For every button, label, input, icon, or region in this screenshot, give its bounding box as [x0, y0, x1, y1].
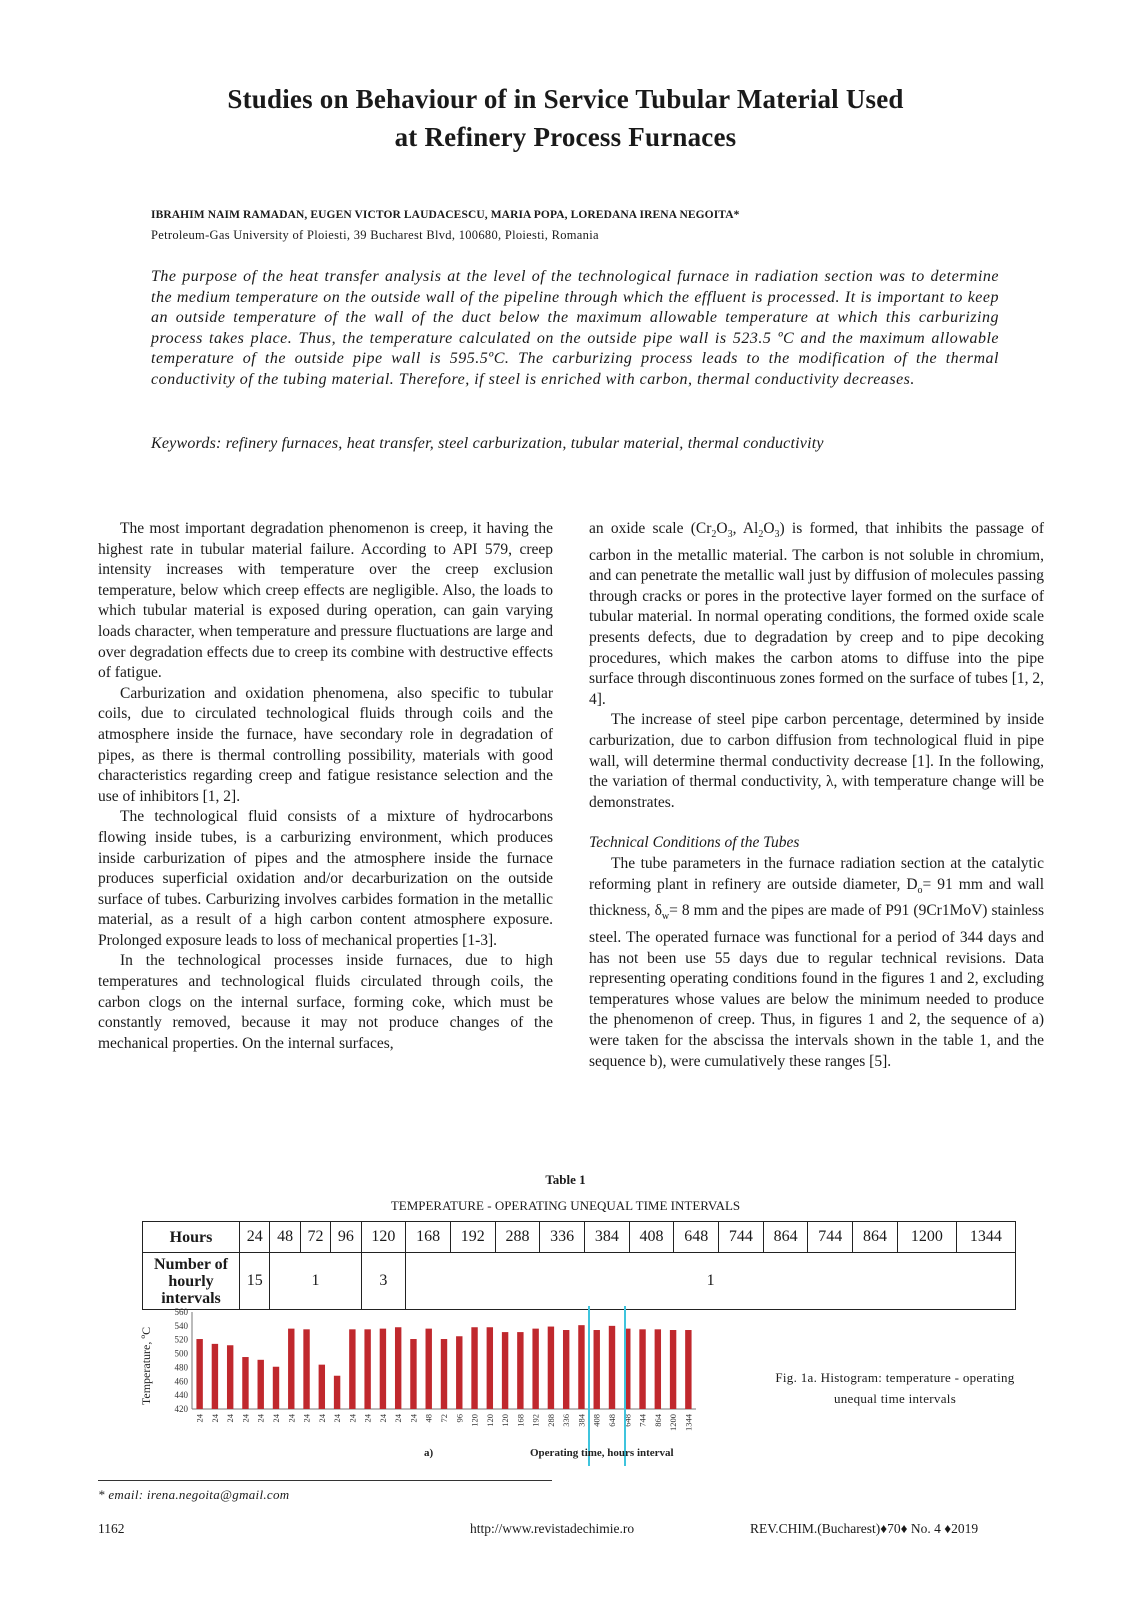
- histogram-bar: [655, 1329, 661, 1409]
- hours-cell: 1200: [897, 1222, 956, 1253]
- x-axis-label: Operating time, hours interval: [530, 1447, 674, 1459]
- histogram-bar: [364, 1329, 370, 1409]
- count-cell: 1: [270, 1253, 361, 1310]
- y-tick-label: 460: [174, 1376, 188, 1387]
- x-tick-label: 24: [393, 1414, 404, 1423]
- hours-cell: 48: [270, 1222, 300, 1253]
- body-paragraph: In the technological processes inside furnaces, due to high temperatures and technological fluids circulated through coils, the carbon clogs on the internal surface, forming coke, which must be constantly removed, because it may not produce changes of the mechanical properties. On the internal surfaces,: [98, 952, 553, 1052]
- y-tick-label: 480: [174, 1362, 188, 1373]
- row-header-intervals: Number of hourly intervals: [143, 1253, 240, 1310]
- data-table: [142, 1221, 1016, 1310]
- hours-cell: 408: [629, 1222, 674, 1253]
- section-heading: Technical Conditions of the Tubes: [589, 834, 800, 852]
- histogram-bar: [548, 1327, 554, 1409]
- histogram-bar: [594, 1330, 600, 1409]
- histogram-bar: [410, 1339, 416, 1409]
- x-tick-label: 24: [362, 1414, 373, 1423]
- table-caption: Table 1: [545, 1172, 586, 1187]
- histogram-bar: [471, 1327, 477, 1409]
- x-tick-label: 1344: [683, 1414, 694, 1431]
- journal-url: http://www.revistadechimie.ro: [470, 1521, 635, 1536]
- y-tick-label: 540: [174, 1320, 188, 1331]
- x-tick-label: 744: [637, 1414, 648, 1427]
- x-tick-label: 24: [301, 1414, 312, 1423]
- x-tick-label: 120: [500, 1414, 511, 1427]
- hours-cell: 120: [361, 1222, 406, 1253]
- histogram-bar: [273, 1367, 279, 1409]
- histogram-bar: [319, 1365, 325, 1409]
- body-paragraph: Carburization and oxidation phenomena, also specific to tubular coils, due to circulated technological fluids through coils and the atmosphere inside the furnace, have secondary role in degradation of pipes, as there is thermal controlling possibility, materials with good characteristics regarding creep and fatigue resistance selection and the use of inhibitors [1, 2].: [98, 684, 553, 805]
- hours-cell: 96: [331, 1222, 361, 1253]
- x-tick-label: 24: [377, 1414, 388, 1423]
- page-number: 1162: [98, 1521, 125, 1536]
- x-tick-label: 24: [286, 1414, 297, 1423]
- x-tick-label: 384: [576, 1414, 587, 1427]
- hours-cell: 744: [808, 1222, 853, 1253]
- right-column: [589, 519, 1044, 1072]
- table-row: [143, 1222, 1016, 1253]
- count-cell: 15: [240, 1253, 270, 1310]
- histogram-bar: [212, 1344, 218, 1409]
- body-paragraph: The technological fluid consists of a mixture of hydrocarbons flowing inside tubes, is a carburizing environment, which produces inside carburization of pipes and the atmosphere inside the furnace produces superficial oxidation and/or decarburization on the outside surface of tubes. Carburizing involves carbides formation in the metallic material, as a result of a high carbon content atmosphere exposure. Prolonged exposure leads to loss of mechanical properties [1-3].: [98, 808, 553, 949]
- histogram-bar: [609, 1326, 615, 1409]
- hours-cell: 384: [585, 1222, 630, 1253]
- histogram-bar: [532, 1329, 538, 1409]
- body-paragraph: The most important degradation phenomenon is creep, it having the highest rate in tubular material failure. According to API 579, creep intensity increases with temperature over the creep exclusion temperature, below which creep effects are negligible. Also, the loads to which tubular material is exposed during operation, can gain varying loads character, when temperature and pressure fluctuations are large and over degradation effects due to creep its combine with destructive effects of fatigue.: [98, 520, 553, 682]
- histogram-bar: [487, 1327, 493, 1409]
- histogram-bar: [441, 1339, 447, 1409]
- y-tick-label: 420: [174, 1404, 188, 1414]
- x-tick-label: 648: [622, 1414, 633, 1427]
- x-tick-label: 24: [316, 1414, 327, 1423]
- journal-issue: REV.CHIM.(Bucharest)♦70♦ No. 4 ♦2019: [750, 1521, 979, 1536]
- abstract: The purpose of the heat transfer analysis at the level of the technological furnace in radiation section was to determine the medium temperature on the outside wall of the pipeline through which the effluent is processed. It is important to keep an outside temperature of the wall of the duct below the maximum allowable temperature at which this carburizing process takes place. Thus, the temperature calculated on the outside pipe wall is 523.5 ºC and the maximum allowable temperature of the outside pipe wall is 595.5ºC. The carburizing process leads to the modification of the thermal conductivity of the tubing material. Therefore, if steel is enriched with carbon, thermal conductivity decreases.: [151, 268, 999, 388]
- histogram-bar: [517, 1332, 523, 1409]
- x-tick-label: 864: [652, 1414, 663, 1427]
- x-tick-label: 24: [225, 1414, 236, 1423]
- x-tick-label: 72: [439, 1414, 449, 1423]
- x-tick-label: 96: [454, 1414, 465, 1423]
- author-list: IBRAHIM NAIM RAMADAN, EUGEN VICTOR LAUDACESCU, MARIA POPA, LOREDANA IRENA NEGOITA*: [151, 209, 740, 221]
- hours-cell: 24: [240, 1222, 270, 1253]
- left-column: [98, 519, 553, 1054]
- title-line-1: Studies on Behaviour of in Service Tubular Material Used: [227, 84, 904, 114]
- x-tick-label: 24: [332, 1414, 343, 1423]
- histogram-bar: [502, 1332, 508, 1409]
- x-tick-label: 24: [194, 1414, 205, 1423]
- table-row: [143, 1253, 1016, 1310]
- x-tick-label: 24: [255, 1414, 266, 1423]
- y-tick-label: 500: [174, 1348, 188, 1359]
- x-tick-label: 48: [423, 1414, 434, 1423]
- histogram-bar: [395, 1327, 401, 1409]
- x-tick-label: 648: [607, 1414, 617, 1427]
- title-line-2: at Refinery Process Furnaces: [394, 122, 737, 152]
- y-axis-label: Temperature, ºC: [139, 1326, 153, 1406]
- x-tick-label: 120: [469, 1414, 480, 1427]
- hours-cell: 288: [495, 1222, 540, 1253]
- x-tick-label: 24: [271, 1414, 281, 1423]
- body-paragraph: an oxide scale ($Cr_2O_3$, $Al_2O_3$) is formed, that inhibits the passage of carbon in the metallic material. The carbon is not soluble in chromium, and can penetrate the metallic wall just by diffusion of molecules passing through cracks or pores in the protective layer formed on the surface of tubular material. In normal operating conditions, the formed oxide scale presents defects, due to degradation by creep and to pipe decoking procedures, which makes the carbon atoms to diffuse into the pipe surface through discontinuous zones formed on the surface of tubes [1, 2, 4].: [589, 520, 1044, 708]
- hours-cell: 192: [450, 1222, 495, 1253]
- histogram-bar: [334, 1376, 340, 1409]
- x-tick-label: 192: [530, 1414, 541, 1427]
- x-tick-label: 408: [591, 1414, 602, 1427]
- histogram-bar: [578, 1325, 584, 1409]
- histogram-bar: [349, 1329, 355, 1409]
- x-tick-label: 24: [408, 1414, 419, 1423]
- histogram-bar: [563, 1330, 569, 1409]
- histogram-bar: [227, 1345, 233, 1409]
- figure-caption: Fig. 1a. Histogram: temperature - operating unequal time intervals: [775, 1370, 1015, 1406]
- keywords: Keywords: refinery furnaces, heat transfer, steel carburization, tubular material, thermal conductivity: [151, 435, 824, 452]
- hours-cell: 168: [406, 1222, 451, 1253]
- y-tick-label: 520: [174, 1334, 188, 1345]
- x-tick-label: 24: [240, 1414, 251, 1423]
- hours-cell: 864: [853, 1222, 898, 1253]
- paper-title: [120, 80, 1011, 156]
- histogram-bar: [639, 1329, 645, 1409]
- hours-cell: 648: [674, 1222, 719, 1253]
- temperature-histogram: [138, 1306, 718, 1468]
- affiliation: Petroleum-Gas University of Ploiesti, 39 Bucharest Blvd, 100680, Ploiesti, Romania: [151, 228, 599, 242]
- y-tick-label: 560: [174, 1307, 188, 1317]
- x-tick-label: 288: [545, 1414, 556, 1427]
- x-tick-label: 336: [561, 1414, 572, 1427]
- hours-cell: 336: [540, 1222, 585, 1253]
- histogram-bar: [196, 1339, 202, 1409]
- body-paragraph: The increase of steel pipe carbon percentage, determined by inside carburization, due to carbon diffusion from technological fluid in pipe wall, will determine thermal conductivity decrease [1]. In the following, the variation of thermal conductivity, λ, with temperature change will be demonstrates.: [589, 711, 1044, 811]
- histogram-bar: [456, 1336, 462, 1409]
- panel-label: a): [424, 1447, 434, 1459]
- histogram-bar: [426, 1329, 432, 1409]
- x-tick-label: 24: [347, 1414, 358, 1423]
- histogram-bar: [685, 1330, 691, 1409]
- histogram-bar: [288, 1329, 294, 1409]
- hours-cell: 72: [300, 1222, 330, 1253]
- footnote-email: * email: irena.negoita@gmail.com: [98, 1487, 290, 1502]
- footnote-rule: [98, 1480, 552, 1481]
- y-tick-label: 440: [174, 1390, 188, 1401]
- histogram-bar: [303, 1329, 309, 1409]
- x-tick-label: 1200: [668, 1414, 679, 1431]
- hours-cell: 864: [763, 1222, 808, 1253]
- hours-cell: 744: [719, 1222, 764, 1253]
- histogram-bar: [670, 1330, 676, 1409]
- x-tick-label: 168: [515, 1414, 526, 1427]
- row-header-hours: Hours: [143, 1222, 240, 1253]
- count-cell: 1: [406, 1253, 1016, 1310]
- histogram-bar: [242, 1357, 248, 1409]
- count-cell: 3: [361, 1253, 406, 1310]
- histogram-bar: [380, 1329, 386, 1409]
- body-paragraph: The tube parameters in the furnace radiation section at the catalytic reforming plant in refinery are outside diameter, $D_o= 91$ mm and wall thickness, $\delta_w= 8$ mm and the pipes are made of P91 (9Cr1MoV) stainless steel. The operated furnace was functional for a period of 344 days and has not been use 55 days due to regular technical revisions. Data representing operating conditions found in the figures 1 and 2, excluding temperatures whose values are below the minimum needed to produce the phenomenon of creep. Thus, in figures 1 and 2, the sequence of a) were taken for the abscissa the intervals shown in the table 1, and the sequence b), were cumulatively these ranges [5].: [589, 855, 1044, 1070]
- table-subtitle: TEMPERATURE - OPERATING UNEQUAL TIME INTERVALS: [390, 1198, 741, 1213]
- x-tick-label: 120: [484, 1414, 495, 1427]
- hours-cell: 1344: [956, 1222, 1015, 1253]
- histogram-bar: [258, 1360, 264, 1409]
- x-tick-label: 24: [209, 1414, 220, 1423]
